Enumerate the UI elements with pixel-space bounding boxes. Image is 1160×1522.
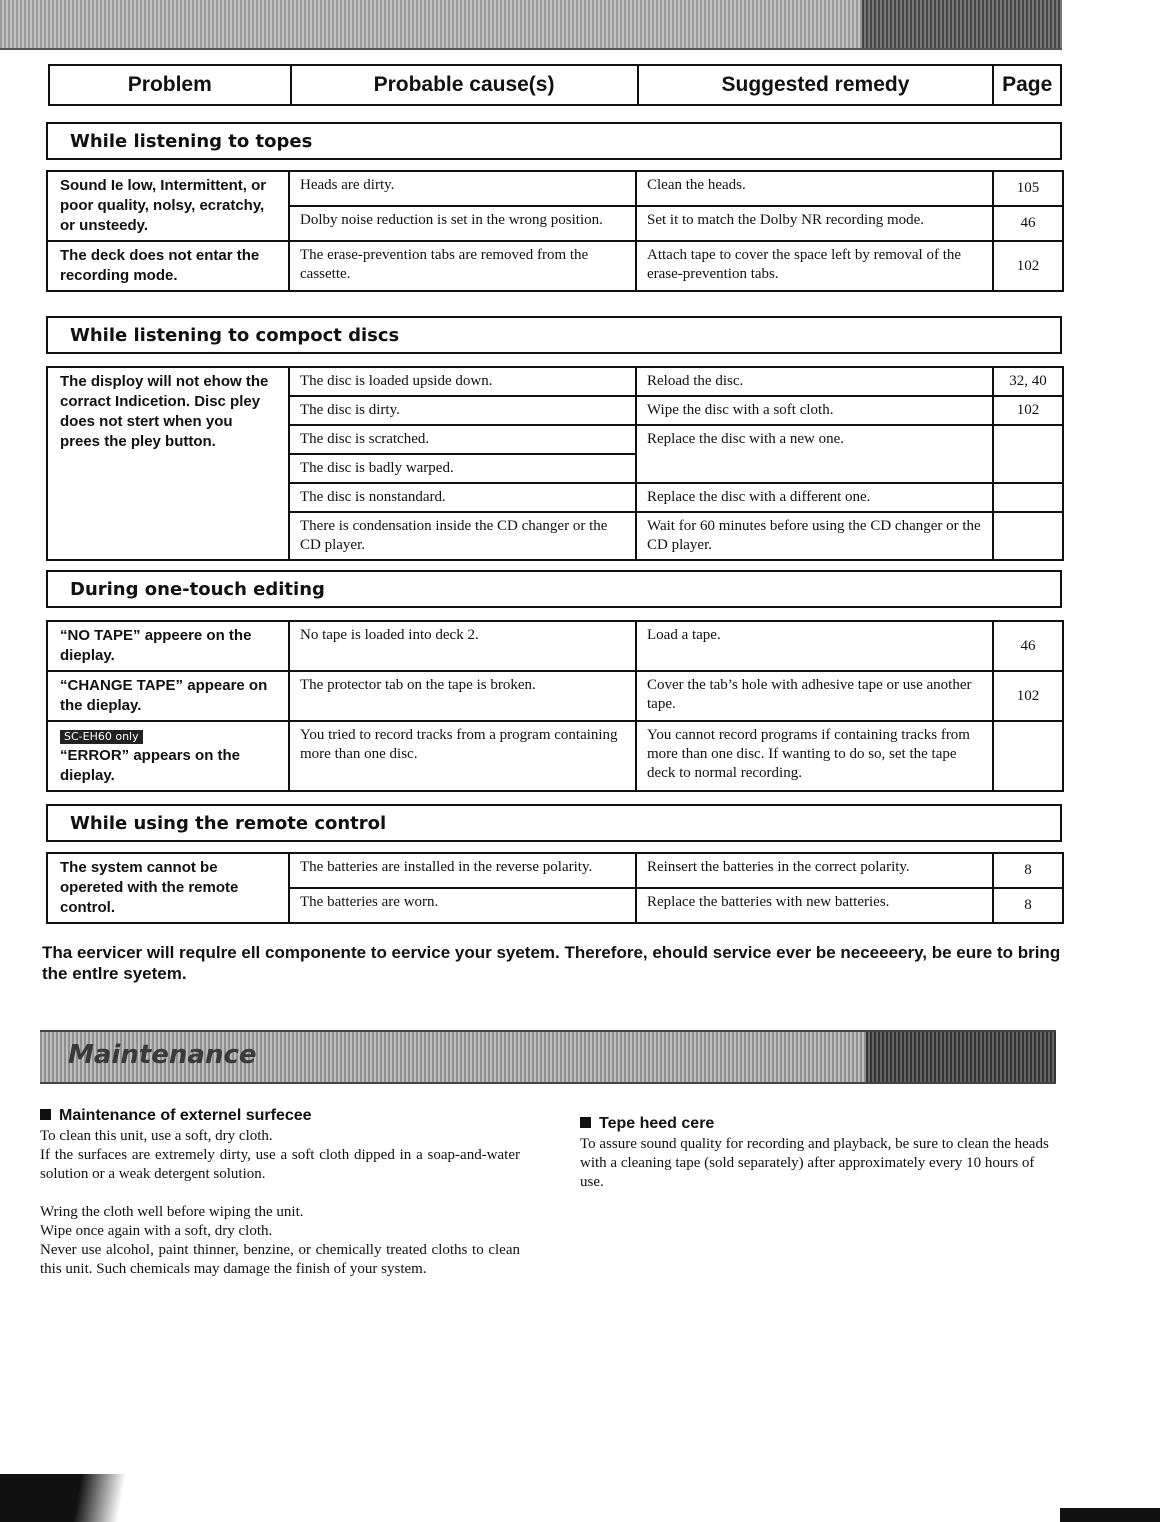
problem-text: “ERROR” appears on the dieplay.	[60, 747, 241, 784]
cause-cell: Heads are dirty.	[289, 171, 636, 206]
table-row	[47, 171, 1063, 206]
problem-cell: Sound Ie low, Intermittent, or poor quality, nolsy, ecratchy, or unsteedy.	[47, 171, 289, 241]
cause-cell: Dolby noise reduction is set in the wrong position.	[289, 206, 636, 241]
paragraph: Wring the cloth well before wiping the unit.	[40, 1204, 304, 1220]
table-remote	[46, 852, 1064, 924]
corner-decoration	[1060, 1508, 1160, 1522]
remedy-cell: Cover the tab’s hole with adhesive tape or use another tape.	[636, 671, 993, 721]
page-cell: 102	[993, 396, 1063, 425]
problem-cell: The disploy will not ehow the corract Indicetion. Disc pley does not stert when you prees the pley button.	[47, 367, 289, 560]
external-heading	[40, 1106, 520, 1125]
model-badge: SC-EH60 only	[60, 730, 143, 744]
paragraph: Wipe once again with a soft, dry cloth.	[40, 1223, 273, 1239]
problem-cell	[47, 721, 289, 791]
table-row	[47, 853, 1063, 888]
remedy-cell: Clean the heads.	[636, 171, 993, 206]
section-title-tapes: While listening to topes	[46, 122, 1062, 160]
top-banner	[0, 0, 1062, 50]
bullet-square-icon	[580, 1117, 591, 1128]
table-cds	[46, 366, 1064, 561]
remedy-cell: Set it to match the Dolby NR recording mode.	[636, 206, 993, 241]
remedy-cell: Wait for 60 minutes before using the CD changer or the CD player.	[636, 512, 993, 560]
problem-cell: The system cannot be opereted with the remote control.	[47, 853, 289, 923]
cause-cell: The batteries are worn.	[289, 888, 636, 923]
header-page: Page	[1002, 73, 1053, 96]
header-cause: Probable cause(s)	[292, 66, 639, 104]
cause-cell: The batteries are installed in the reverse polarity.	[289, 853, 636, 888]
external-surfaces-section	[40, 1106, 520, 1279]
remedy-cell: You cannot record programs if containing tracks from more than one disc. If wanting to do so, set the tape deck to normal recording.	[636, 721, 993, 791]
table-row	[47, 621, 1063, 671]
paragraph: Never use alcohol, paint thinner, benzine, or chemically treated cloths to clean this unit. Such chemicals may damage the finish of your system.	[40, 1242, 520, 1277]
cause-cell: No tape is loaded into deck 2.	[289, 621, 636, 671]
bullet-square-icon	[40, 1109, 51, 1120]
paragraph: If the surfaces are extremely dirty, use a soft cloth dipped in a soap-and-water solution or a weak detergent solution.	[40, 1147, 520, 1182]
cause-cell: You tried to record tracks from a program containing more than one disc.	[289, 721, 636, 791]
spacer	[40, 1184, 520, 1203]
cause-cell: The disc is dirty.	[289, 396, 636, 425]
cause-cell: The erase-prevention tabs are removed from the cassette.	[289, 241, 636, 291]
page-cell: 105	[993, 171, 1063, 206]
maintenance-title: Maintenance	[68, 1040, 257, 1070]
tape-heading	[580, 1114, 1058, 1133]
remedy-cell: Replace the disc with a new one.	[636, 425, 993, 483]
cause-cell: The disc is loaded upside down.	[289, 367, 636, 396]
remedy-cell: Reload the disc.	[636, 367, 993, 396]
page-cell	[993, 483, 1063, 512]
tape-head-care-section	[580, 1114, 1058, 1192]
problem-cell: “NO TAPE” appeere on the dieplay.	[47, 621, 289, 671]
header-problem: Problem	[50, 66, 292, 104]
top-banner-dark	[862, 0, 1062, 48]
cause-cell: The disc is badly warped.	[289, 454, 636, 483]
page-cell	[993, 425, 1063, 483]
corner-decoration	[0, 1474, 140, 1522]
remedy-cell: Attach tape to cover the space left by removal of the erase-prevention tabs.	[636, 241, 993, 291]
remedy-cell: Reinsert the batteries in the correct polarity.	[636, 853, 993, 888]
tape-heading-text: Tepe heed cere	[599, 1115, 715, 1132]
page-cell: 102	[993, 671, 1063, 721]
problem-cell: The deck does not entar the recording mode.	[47, 241, 289, 291]
remedy-cell: Load a tape.	[636, 621, 993, 671]
remedy-cell: Wipe the disc with a soft cloth.	[636, 396, 993, 425]
table-header	[48, 64, 1062, 106]
header-remedy: Suggested remedy	[639, 66, 995, 104]
section-title-editing: During one-touch editing	[46, 570, 1062, 608]
table-row	[47, 241, 1063, 291]
page-cell: 46	[993, 621, 1063, 671]
table-row	[47, 367, 1063, 396]
paragraph: To clean this unit, use a soft, dry cloth.	[40, 1128, 273, 1144]
section-title-remote: While using the remote control	[46, 804, 1062, 842]
remedy-cell: Replace the batteries with new batteries.	[636, 888, 993, 923]
page-cell	[993, 512, 1063, 560]
page-cell: 46	[993, 206, 1063, 241]
maintenance-banner-dark	[866, 1032, 1056, 1082]
paragraph: To assure sound quality for recording and playback, be sure to clean the heads with a cleaning tape (sold separately) after approximately every 10 hours of use.	[580, 1136, 1049, 1190]
external-heading-text: Maintenance of externel surfecee	[59, 1107, 312, 1124]
maintenance-banner	[40, 1030, 1056, 1084]
cause-cell: There is condensation inside the CD changer or the CD player.	[289, 512, 636, 560]
section-title-cds: While listening to compoct discs	[46, 316, 1062, 354]
table-tapes	[46, 170, 1064, 292]
page-cell	[993, 721, 1063, 791]
service-notice: Tha eervicer will requlre ell componente to eervice your syetem. Therefore, ehould service ever be neceeeery, be eure to bring the entlre syetem.	[42, 943, 1061, 983]
cause-cell: The protector tab on the tape is broken.	[289, 671, 636, 721]
problem-cell: “CHANGE TAPE” appeare on the dieplay.	[47, 671, 289, 721]
cause-cell: The disc is scratched.	[289, 425, 636, 454]
page-cell: 8	[993, 853, 1063, 888]
cause-cell: The disc is nonstandard.	[289, 483, 636, 512]
page-cell: 102	[993, 241, 1063, 291]
page-cell: 32, 40	[993, 367, 1063, 396]
table-row	[47, 721, 1063, 791]
table-row	[47, 671, 1063, 721]
page-cell: 8	[993, 888, 1063, 923]
table-editing	[46, 620, 1064, 792]
remedy-cell: Replace the disc with a different one.	[636, 483, 993, 512]
